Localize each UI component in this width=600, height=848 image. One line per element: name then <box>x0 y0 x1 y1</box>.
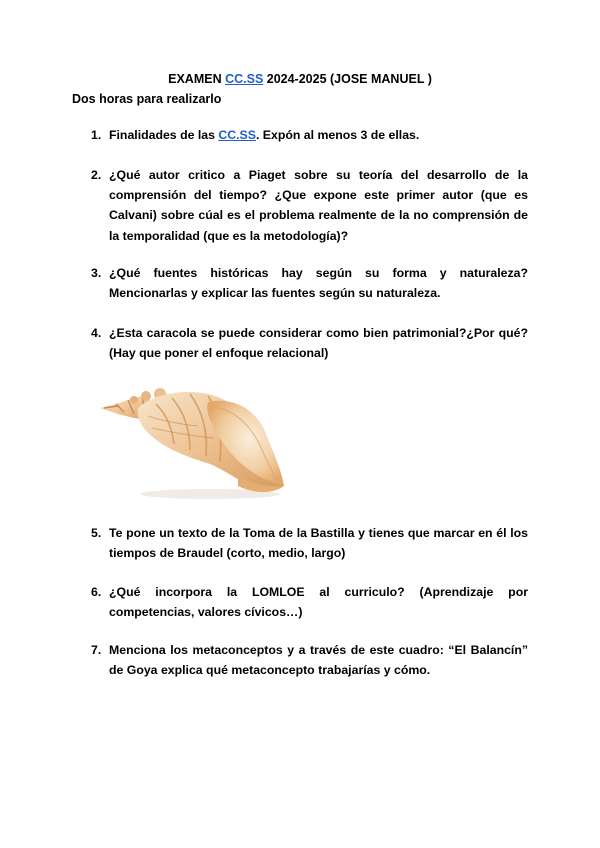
exam-subtitle: Dos horas para realizarlo <box>72 92 222 106</box>
question-3 <box>91 263 528 303</box>
question-number: 7. <box>91 643 102 657</box>
exam-title <box>0 71 600 87</box>
question-text: ¿Qué autor critico a Piaget sobre su teoría del desarrollo de la comprensión del tiempo? ¿Que expone este primer autor (que es Calvani) sobre cúal es el problema realmente de la no comprensión de la temporalidad (que es la metodología)? <box>109 168 528 243</box>
question-number: 1. <box>91 128 102 142</box>
question-text: Te pone un texto de la Toma de la Bastilla y tienes que marcar en él los tiempos de Braudel (corto, medio, largo) <box>109 526 528 561</box>
question-5 <box>91 523 528 563</box>
question-7 <box>91 640 528 680</box>
question-text-part: Finalidades de las <box>109 128 219 142</box>
question-text-part: . Expón al menos 3 de ellas. <box>255 128 420 142</box>
question-text: Menciona los metaconceptos y a través de este cuadro: “El Balancín” de Goya explica qué metaconcepto trabajarías y cómo. <box>109 643 528 678</box>
question-text: ¿Qué incorpora la LOMLOE al curriculo? (Aprendizaje por competencias, valores cívicos…) <box>109 585 528 620</box>
question-text: ¿Qué fuentes históricas hay según su forma y naturaleza? Mencionarlas y explicar las fuentes según su naturaleza. <box>109 266 528 301</box>
question-text: ¿Esta caracola se puede considerar como bien patrimonial?¿Por qué? (Hay que poner el enfoque relacional) <box>109 326 528 361</box>
question-link[interactable]: CC.SS <box>218 128 256 142</box>
question-2 <box>91 165 528 246</box>
question-text <box>109 125 528 145</box>
conch-shell-image <box>98 386 286 502</box>
question-number: 2. <box>91 168 102 182</box>
question-4 <box>91 323 528 363</box>
question-number: 3. <box>91 266 102 280</box>
question-number: 6. <box>91 585 102 599</box>
exam-title-suffix: 2024-2025 (JOSE MANUEL ) <box>263 72 432 86</box>
question-1 <box>91 125 528 145</box>
exam-title-prefix: EXAMEN <box>168 72 226 86</box>
question-number: 4. <box>91 326 102 340</box>
question-number: 5. <box>91 526 102 540</box>
question-6 <box>91 582 528 622</box>
exam-title-link[interactable]: CC.SS <box>225 72 264 86</box>
